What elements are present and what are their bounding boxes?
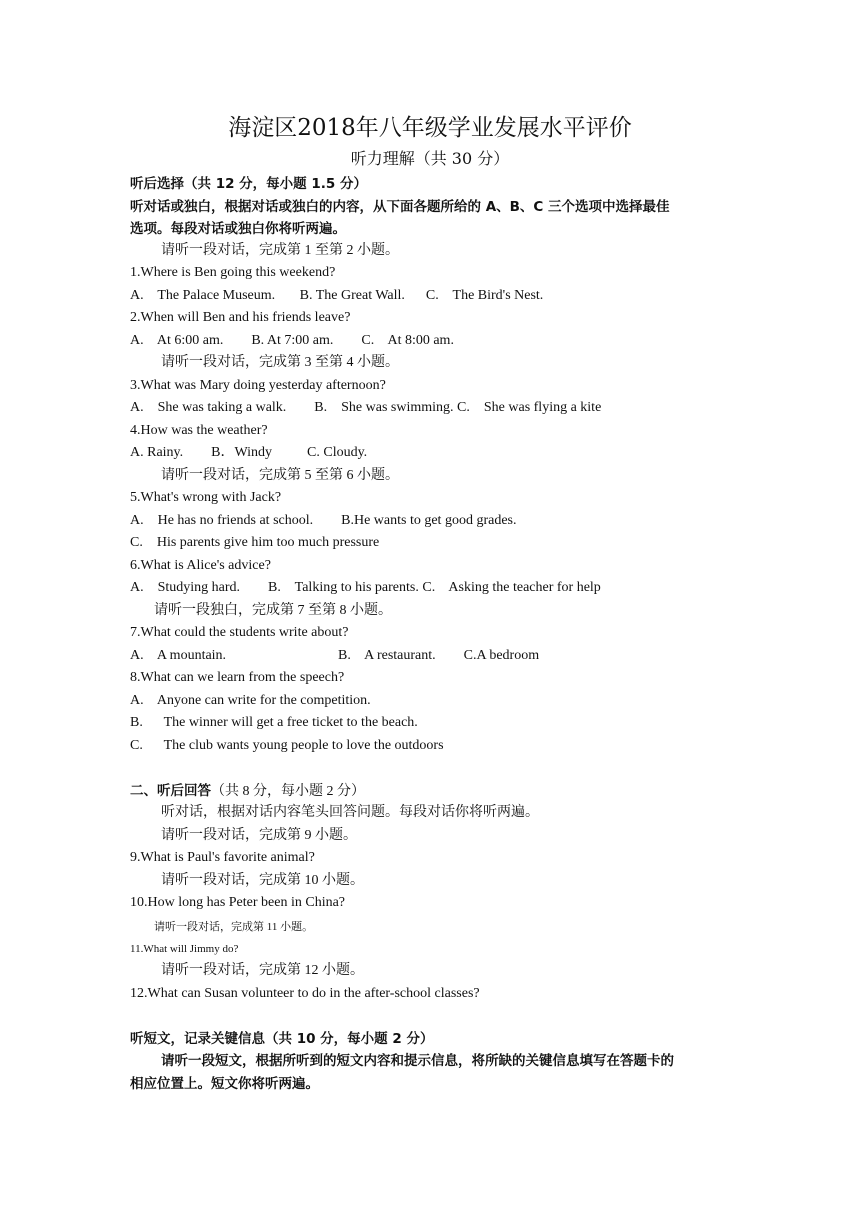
options-1: A. The Palace Museum. B. The Great Wall. C. The Bird's Nest.	[130, 288, 544, 303]
part2-intro: 听对话，根据对话内容笔头回答问题。每段对话你将听两遍。	[161, 805, 539, 820]
question-11: 11.What will Jimmy do?	[130, 943, 239, 955]
question-1: 1.Where is Ben going this weekend?	[130, 265, 336, 280]
part3-heading: 听短文，记录关键信息（共 10 分，每小题 2 分）	[130, 1031, 434, 1047]
instruction-line: 请听一段对话，完成第 9 小题。	[161, 828, 357, 843]
instruction-line: 请听一段对话，完成第 5 至第 6 小题。	[161, 468, 399, 483]
question-12: 12.What can Susan volunteer to do in the after-school classes?	[130, 986, 480, 1001]
part2-heading	[130, 781, 365, 802]
part3-intro-line1: 请听一段短文，根据所听到的短文内容和提示信息，将所缺的关键信息填写在答题卡的	[161, 1053, 674, 1069]
instruction-line: 请听一段独白，完成第 7 至第 8 小题。	[154, 603, 392, 618]
part2-heading-label: 二、听后回答	[130, 783, 211, 799]
question-2: 2.When will Ben and his friends leave?	[130, 310, 351, 325]
page-subtitle: 听力理解（共 30 分）	[350, 149, 510, 168]
instruction-line: 请听一段对话，完成第 11 小题。	[154, 921, 314, 933]
question-5: 5.What's wrong with Jack?	[130, 490, 282, 505]
instruction-line: 请听一段对话，完成第 1 至第 2 小题。	[161, 243, 399, 258]
instruction-line: 请听一段对话，完成第 12 小题。	[161, 963, 364, 978]
options-3: A. She was taking a walk. B. She was swimming. C. She was flying a kite	[130, 400, 602, 415]
question-9: 9.What is Paul's favorite animal?	[130, 850, 315, 865]
option-8b: B. The winner will get a free ticket to the beach.	[130, 715, 418, 730]
question-8: 8.What can we learn from the speech?	[130, 670, 345, 685]
options-7: A. A mountain. B. A restaurant. C.A bedroom	[130, 648, 540, 663]
instruction-line: 请听一段对话，完成第 10 小题。	[161, 873, 364, 888]
question-7: 7.What could the students write about?	[130, 625, 349, 640]
options-5-c: C. His parents give him too much pressure	[130, 535, 380, 550]
part1-heading: 听后选择（共 12 分，每小题 1.5 分）	[130, 176, 368, 192]
part1-intro-line2: 选项。每段对话或独白你将听两遍。	[130, 221, 346, 237]
question-10: 10.How long has Peter been in China?	[130, 895, 346, 910]
part1-intro-line1: 听对话或独白，根据对话或独白的内容，从下面各题所给的 A、B、C 三个选项中选择最佳	[130, 199, 670, 215]
options-5-ab: A. He has no friends at school. B.He wants to get good grades.	[130, 513, 517, 528]
question-6: 6.What is Alice's advice?	[130, 558, 271, 573]
option-8a: A. Anyone can write for the competition.	[130, 693, 371, 708]
instruction-line: 请听一段对话，完成第 3 至第 4 小题。	[161, 355, 399, 370]
options-4: A. Rainy. B．Windy C. Cloudy.	[130, 445, 368, 460]
question-3: 3.What was Mary doing yesterday afternoon?	[130, 378, 386, 393]
page-title: 海淀区2018年八年级学业发展水平评价	[228, 115, 632, 141]
part2-heading-score: （共 8 分，每小题 2 分）	[211, 784, 365, 799]
part3-intro-line2: 相应位置上。短文你将听两遍。	[130, 1076, 319, 1092]
question-4: 4.How was the weather?	[130, 423, 268, 438]
options-2: A. At 6:00 am. B. At 7:00 am. C. At 8:00 am.	[130, 333, 454, 348]
options-6: A. Studying hard. B. Talking to his parents. C. Asking the teacher for help	[130, 580, 601, 595]
option-8c: C. The club wants young people to love the outdoors	[130, 738, 444, 753]
